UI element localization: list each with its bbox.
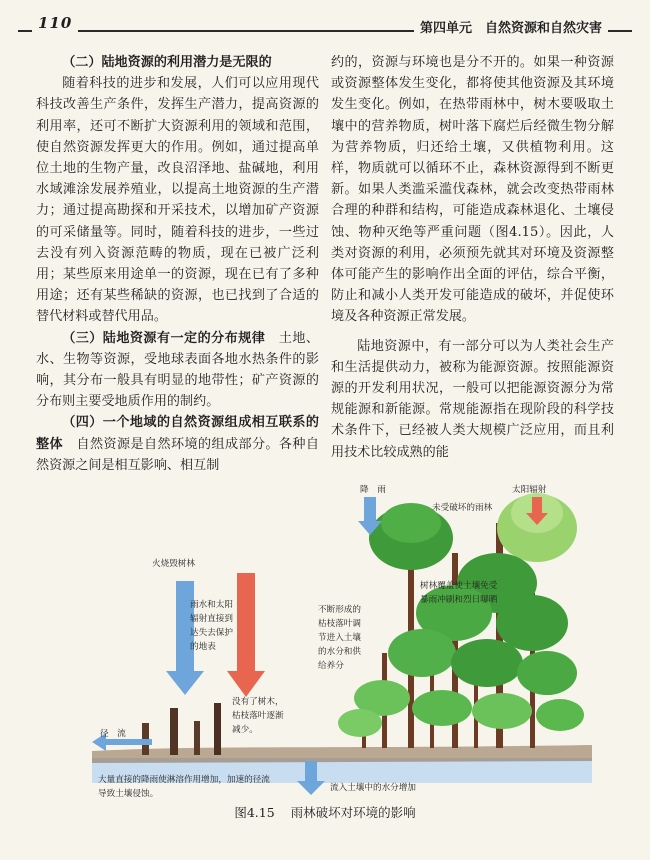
- left-column: [36, 52, 319, 476]
- figure-caption: [0, 803, 650, 821]
- paragraph-integrated-whole: 自然资源是自然环境的组成部分。各种自然资源之间是相互影响、相互制: [36, 436, 320, 473]
- paragraph-energy: 陆地资源中，有一部分可以为人类社会生产和生活提供动力，被称为能源资源。按照能源资源的开发利用状况，一般可以把能源资源分为常规能源和新能源。常规能源指在现阶段的科学技术条件下，已经被人类大规模广泛应用，而且利用技术比较成熟的能: [331, 338, 614, 460]
- page-header: [0, 0, 650, 44]
- label-rain-sun-exposed: 雨水和太阳辐射直接到达失去保护的地表: [190, 600, 233, 652]
- label-canopy-protection: 树林覆盖使土壤免受暴雨冲刷和烈日曝晒: [420, 581, 498, 605]
- heading-integrated-whole: （四）一个地域的自然资源组成相互联系的整体: [36, 415, 319, 452]
- paragraph-potential: 随着科技的进步和发展，人们可以应用现代科技改善生产条件，发挥生产潜力，提高资源的利用率，还可不断扩大资源利用的领域和范围，使自然资源发挥更大的作用。例如，通过提高单位土地的生物产量，改良沼泽地、盐碱地，利用水域滩涂发展养殖业，以提高土地资源的生产潜力；通过提高勘探和开采技术，以增加矿产资源的可采储量等。同时，随着科技的进步，一些过去没有列入资源范畴的物质，现在已被广泛利用；某些原来用途单一的资源，现在已有了多种用途；还有某些稀缺的资源，也已找到了合适的替代材料或替代用品。: [36, 76, 319, 325]
- figure-rainforest: [92, 483, 592, 813]
- right-column: [331, 52, 614, 463]
- label-litter-regulation: 不断形成的枯枝落叶调节进入土壤的水分和供给养分: [318, 605, 361, 671]
- label-solar-radiation: 太阳辐射: [512, 485, 547, 495]
- label-burned-forest: 火烧毁树林: [152, 559, 195, 569]
- caption-number: 图4.15: [234, 805, 275, 820]
- page-number: 110: [32, 14, 78, 32]
- heading-unlimited-potential: （二）陆地资源的利用潜力是无限的: [62, 55, 272, 70]
- label-undamaged-rainforest: 未受破坏的雨林: [432, 503, 493, 513]
- label-rainfall: 降 雨: [360, 485, 386, 495]
- unit-title: 第四单元 自然资源和自然灾害: [414, 17, 608, 36]
- label-runoff: 径 流: [100, 729, 126, 739]
- caption-title: 雨林破坏对环境的影响: [290, 805, 416, 820]
- paragraph-rainforest: 约的，资源与环境也是分不开的。如果一种资源或资源整体发生变化，都将使其他资源及其环境发生变化。例如，在热带雨林中，树木要吸取土壤中的营养物质，树叶落下腐烂后经微生物分解为营养物质，归还给土壤，又供植物利用。这样，物质就可以循环不止，森林资源得到不断更新。如果人类滥采滥伐森林，就会改变热带雨林合理的种群和结构，可能造成森林退化、土壤侵蚀、物种灭绝等严重问题（图4.15）。因此，人类对资源的利用，必须预先就其对环境及资源整体可能产生的影响作出全面的评估，综合平衡，防止和减小人类开发可能造成的破坏，并促使环境及各种资源正常发展。: [331, 55, 614, 325]
- paragraph-distribution: 土地、水、生物等资源，受地球表面各地水热条件的影响，其分布一般具有明显的地带性；矿产资源的分布则主要受地质作用的制约。: [36, 330, 320, 410]
- burned-stumps: [142, 703, 221, 755]
- label-infiltration: 流入土壤中的水分增加: [330, 783, 416, 793]
- ground-surface: [92, 745, 592, 763]
- label-soil-erosion: 大量直接的降雨使淋溶作用增加，加速的径流导致土壤侵蚀。: [98, 775, 270, 799]
- heading-distribution: （三）陆地资源有一定的分布规律: [62, 330, 266, 346]
- rainforest-trees: [338, 493, 584, 748]
- label-no-trees: 没有了树木，枯枝落叶逐渐减少。: [232, 697, 284, 735]
